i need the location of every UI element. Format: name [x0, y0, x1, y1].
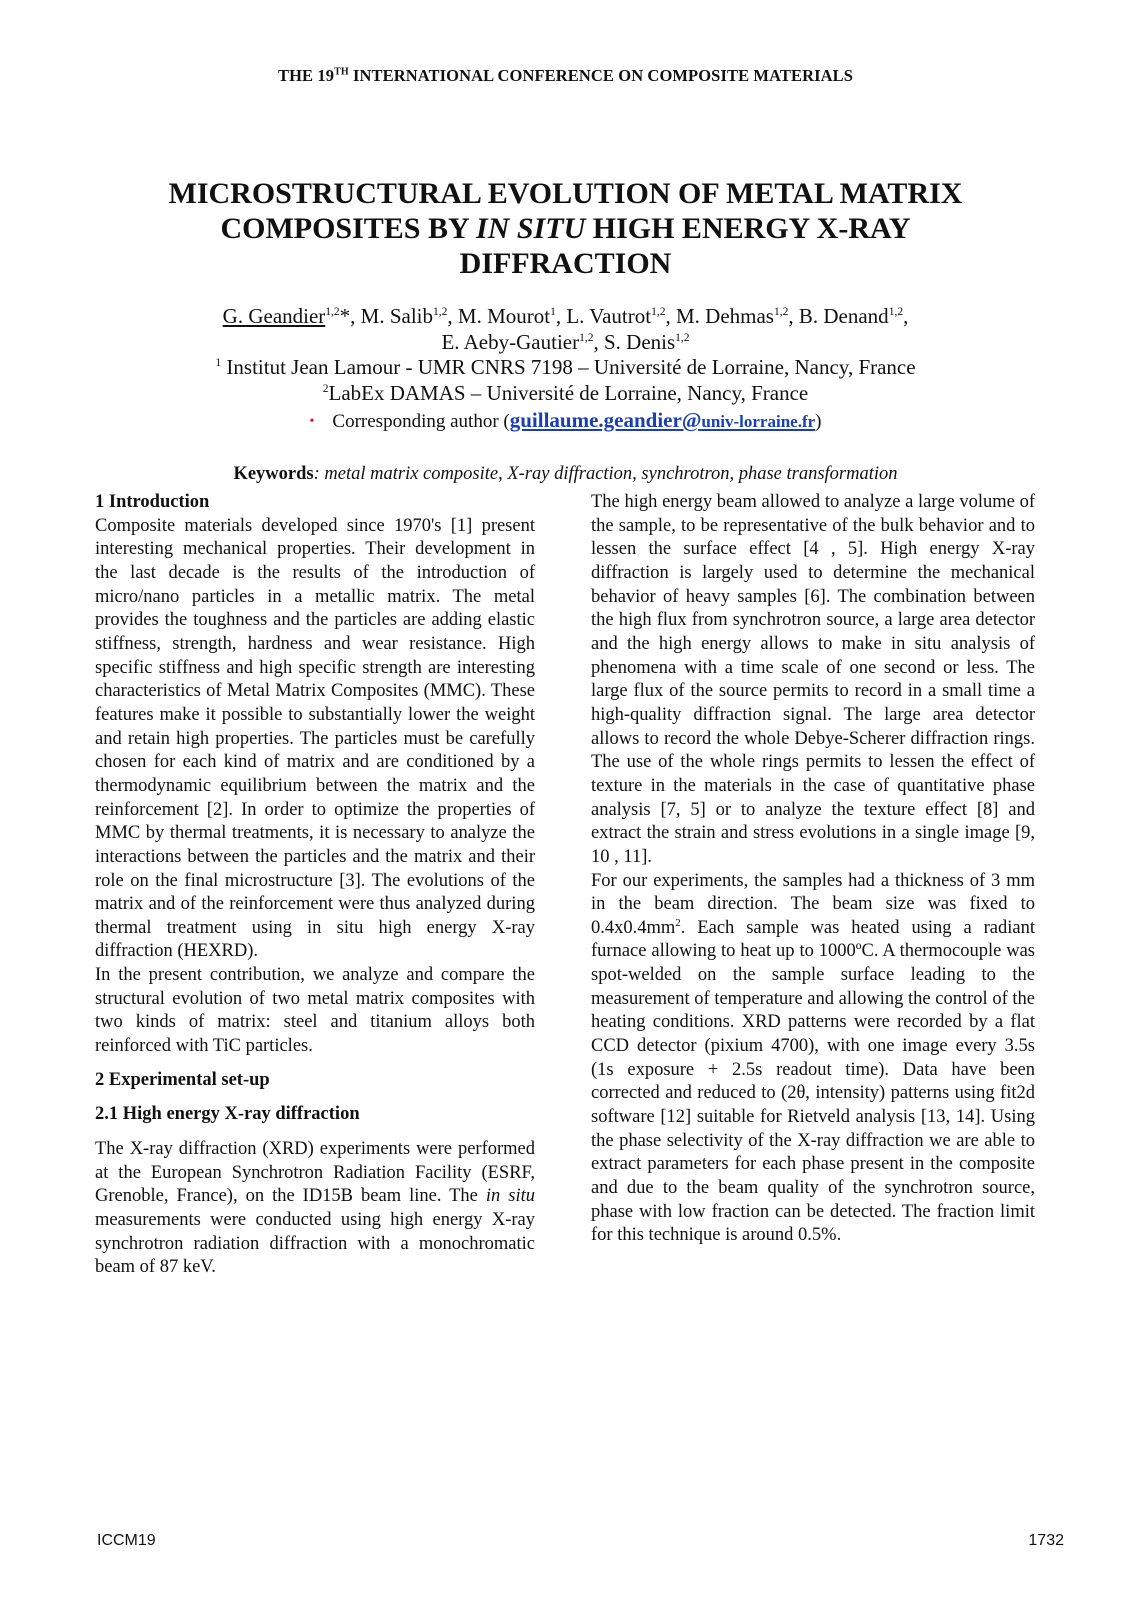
title-line-1: MICROSTRUCTURAL EVOLUTION OF METAL MATRIX [168, 177, 963, 210]
author-name: E. Aeby-Gautier [441, 329, 580, 354]
author-name: *, M. Salib [339, 304, 434, 328]
paragraph-text: . Each sample was heated using a radiant furnace allowing to heat up to 1000ºC. A thermocouple was spot-welded on the sample surface leading to the measurement of temperature and allowing the control of the heating conditions. XRD patterns were recorded by a flat CCD detector (pixium 4700), with one image every 3.5s (1s exposure + 2.5s readout time). Data have been corrected and reduced to (2θ, intensity) patterns using fit2d software [12] suitable for Rietveld analysis [13, 14]. Using the phase selectivity of the X-ray diffraction we are able to extract parameters for each phase present in the composite and due to the beam quality of the synchrotron source, phase with low fraction can be detected. The fraction limit for this technique is around 0.5%. [591, 917, 1035, 1246]
affiliation-text: Institut Jean Lamour - UMR CNRS 7198 – Université de Lorraine, Nancy, France [221, 355, 916, 379]
page-number: 1732 [1028, 1532, 1064, 1549]
author-block [90, 304, 1041, 437]
title-italic: IN SITU [476, 212, 586, 245]
header-superscript: TH [334, 66, 349, 78]
section-heading: 2 Experimental set-up [95, 1069, 270, 1090]
corresponding-close: ) [815, 411, 822, 432]
paragraph [591, 870, 1035, 1249]
title-line-2a: COMPOSITES BY [220, 212, 477, 245]
title-line-3: DIFFRACTION [459, 247, 672, 280]
author-line-2 [90, 330, 1041, 356]
affiliation-1 [90, 355, 1041, 381]
corresponding-label: Corresponding author ( [332, 411, 510, 432]
keywords-text: : metal matrix composite, X-ray diffraction, synchrotron, phase transformation [313, 464, 898, 484]
author-line-1 [90, 304, 1041, 330]
author-name: , M. Dehmas [665, 304, 774, 328]
author-sup: 1,2 [433, 306, 448, 318]
author-sup: 1,2 [325, 306, 340, 318]
italic-text: in situ [485, 1186, 535, 1207]
email-main: guillaume.geandier@ [509, 408, 702, 432]
keywords [0, 464, 1131, 485]
affiliation-text: LabEx DAMAS – Université de Lorraine, Nancy, France [328, 380, 809, 405]
corresponding-author [90, 408, 1041, 437]
paragraph: In the present contribution, we analyze and compare the structural evolution of two metal matrix composites with two kinds of matrix: steel and titanium alloys both reinforced with TiC particles. [95, 965, 535, 1057]
conference-header [0, 66, 1131, 86]
author-sup: 1,2 [651, 306, 666, 318]
author-name: G. Geandier [222, 304, 326, 328]
paragraph-text: The X-ray diffraction (XRD) experiments were performed at the European Synchrotron Radiation Facility (ESRF, Grenoble, France), on the ID15B beam line. The [95, 1139, 535, 1207]
superscript: 2 [675, 916, 681, 929]
affiliation-sup: 1 [215, 357, 222, 369]
header-text-suffix: INTERNATIONAL CONFERENCE ON COMPOSITE MATERIALS [348, 66, 854, 85]
author-sup: 1,2 [579, 331, 594, 344]
author-name: , M. Mourot [447, 304, 551, 328]
email-link[interactable] [510, 408, 815, 432]
author-sup: 1,2 [675, 331, 690, 344]
paragraph: The high energy beam allowed to analyze a large volume of the sample, to be representative of the bulk behavior and to lessen the surface effect [4 , 5]. High energy X-ray diffraction is largely used to determine the mechanical behavior of heavy samples [6]. The combination between the high flux from synchrotron source, a large area detector and the high energy allows to make in situ analysis of phenomena with a time scale of one second or less. The large flux of the source permits to record in a small time a high-quality diffraction signal. The large area detector allows to record the whole Debye-Scherer diffraction rings. The use of the whole rings permits to lessen the effect of texture in the materials in the case of quantitative phase analysis [7, 5] or to analyze the texture effect [8] and extract the strain and stress evolutions in a single image [9, 10 , 11]. [591, 492, 1035, 867]
email-domain: univ-lorraine.fr [701, 412, 816, 431]
paragraph [95, 1138, 535, 1280]
author-sup: 1 [550, 306, 556, 318]
author-name: , B. Denand [788, 304, 889, 328]
affiliation-2 [90, 381, 1041, 407]
left-column [95, 491, 535, 1280]
affiliation-sup: 2 [322, 382, 329, 395]
section-heading: 1 Introduction [95, 492, 210, 512]
footer-conference: ICCM19 [97, 1532, 156, 1549]
author-name: , L. Vautrot [555, 304, 652, 328]
title-line-2b: HIGH ENERGY X-RAY [585, 212, 911, 245]
right-column [591, 491, 1035, 1248]
author-sup: 1,2 [888, 306, 904, 318]
paragraph: Composite materials developed since 1970's [1] present interesting mechanical properties. Their development in the last decade is the results of the introduction of micro/nano particles in a metallic matrix. The metal provides the toughness and the particles are adding elastic stiffness, strength, hardness and wear resistance. High specific stiffness and high specific strength are interesting characteristics of Metal Matrix Composites (MMC). These features make it possible to substantially lower the weight and retain high properties. The particles must be carefully chosen for each kind of matrix and are conditioned by a thermodynamic equilibrium between the matrix and the reinforcement [2]. In order to optimize the properties of MMC by thermal treatments, it is necessary to analyze the interactions between the particles and the matrix and their role on the final microstructure [3]. The evolutions of the matrix and of the reinforcement were thus analyzed during thermal treatment using in situ high energy X-ray diffraction (HEXRD). [95, 515, 535, 962]
author-sep: , [903, 304, 909, 328]
subsection-heading: 2.1 High energy X-ray diffraction [95, 1104, 360, 1125]
paragraph-text: measurements were conducted using high energy X-ray synchrotron radiation diffraction with a monochromatic beam of 87 keV. [95, 1210, 535, 1278]
paragraph-text: For our experiments, the samples had a thickness of 3 mm in the beam direction. The beam size was fixed to 0.4x0.4mm [591, 870, 1035, 938]
paper-title [140, 176, 991, 281]
keywords-label: Keywords [233, 464, 314, 484]
bullet-icon: • [309, 414, 315, 429]
author-sup: 1,2 [773, 306, 789, 318]
author-name: , S. Denis [593, 329, 676, 354]
header-text: THE 19 [277, 66, 335, 85]
